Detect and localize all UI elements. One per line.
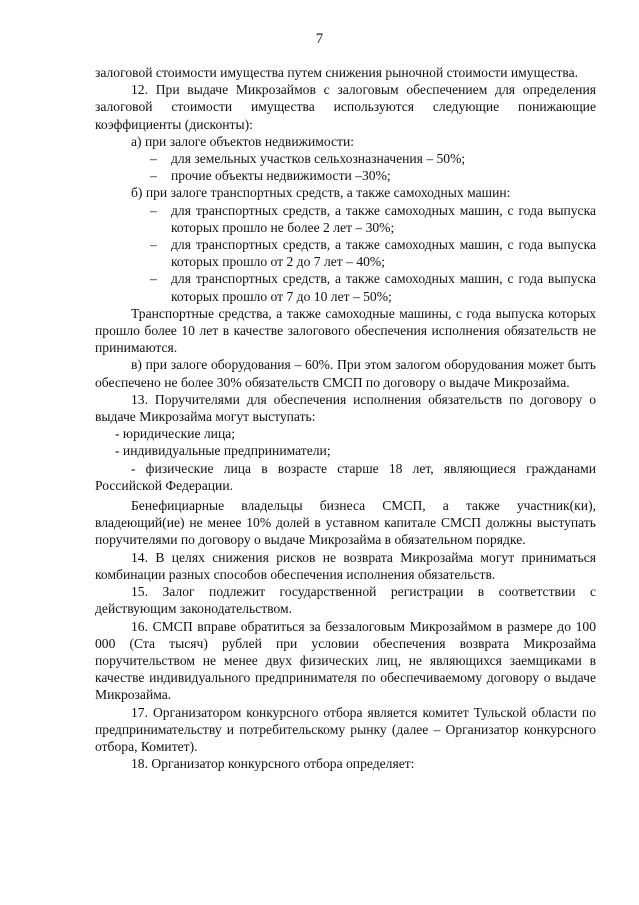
subitem-a: а) при залоге объектов недвижимости: — [131, 133, 355, 149]
dash-item — [95, 167, 596, 184]
paragraph-14: 14. В целях снижения рисков не возврата Микрозайма могут приниматься комбинации разных способов обеспечения исполнения обязательств. — [95, 549, 596, 582]
dash-marker: – — [150, 237, 157, 253]
paragraph-15: 15. Залог подлежит государственной регистрации в соответствии с действующим законодательством. — [95, 584, 596, 617]
paragraph-12: 12. При выдаче Микрозаймов с залоговым обеспечением для определения залоговой стоимости имущества используются следующие понижающие коэффициенты (дисконты): — [95, 82, 596, 132]
dash-marker: – — [150, 168, 157, 184]
subitem-b: б) при залоге транспортных средств, а также самоходных машин: — [131, 185, 511, 201]
page-number: 7 — [315, 31, 324, 47]
dash-item — [95, 202, 596, 236]
paragraph-16: 16. СМСП вправе обратиться за беззалоговым Микрозаймом в размере до 100 000 (Ста тысяч) рублей при условии обеспечения возврата Микрозайма поручительством не менее двух физических лиц, не являющихся заемщиками в качестве индивидуального предпринимателя по обеспечиваемому договору о выдаче Микрозайма. — [95, 618, 596, 703]
document-body — [95, 64, 596, 772]
dash-item-text: прочие объекты недвижимости –30%; — [171, 168, 391, 184]
paragraph-13: 13. Поручителями для обеспечения исполнения обязательств по договору о выдаче Микрозайма могут выступать: — [95, 391, 596, 425]
dash-marker: – — [150, 151, 157, 167]
paragraph-vehicles-note: Транспортные средства, а также самоходные машины, с года выпуска которых прошло более 10 лет в качестве залогового обеспечения исполнения обязательств не принимаются. — [95, 305, 596, 356]
dash-item-text: для транспортных средств, а также самоходных машин, с года выпуска которых прошло не более 2 лет – 30%; — [171, 202, 596, 235]
paragraph-continuation: залоговой стоимости имущества путем снижения рыночной стоимости имущества. — [95, 65, 579, 80]
hyphen-item: - юридические лица; — [115, 426, 236, 442]
dash-item — [95, 236, 596, 270]
dash-marker: – — [150, 271, 157, 287]
dash-marker: – — [150, 202, 157, 218]
hyphen-item: - физические лица в возрасте старше 18 лет, являющиеся гражданами Российской Федерации. — [95, 460, 596, 493]
dash-item — [95, 270, 596, 304]
dash-item — [95, 150, 596, 167]
paragraph-17: 17. Организатором конкурсного отбора является комитет Тульской области по предпринимательству и потребительскому рынку (далее – Организатор конкурсного отбора, Комитет). — [95, 704, 596, 754]
subitem-v: в) при залоге оборудования – 60%. При этом залогом оборудования может быть обеспечено не более 30% обязательств СМСП по договору о выдаче Микрозайма. — [95, 357, 596, 390]
paragraph-18: 18. Организатор конкурсного отбора определяет: — [131, 756, 415, 772]
hyphen-item: - индивидуальные предприниматели; — [115, 443, 331, 459]
dash-item-text: для транспортных средств, а также самоходных машин, с года выпуска которых прошло от 2 до 7 лет – 40%; — [171, 237, 596, 270]
dash-item-text: для транспортных средств, а также самоходных машин, с года выпуска которых прошло от 7 до 10 лет – 50%; — [171, 271, 596, 304]
paragraph-beneficiaries: Бенефициарные владельцы бизнеса СМСП, а также участник(ки), владеющий(ие) не менее 10% долей в уставном капитале СМСП должны выступать поручителями по договору о выдаче Микрозайма в обязательном порядке. — [95, 498, 596, 548]
dash-item-text: для земельных участков сельхозназначения – 50%; — [171, 151, 466, 167]
